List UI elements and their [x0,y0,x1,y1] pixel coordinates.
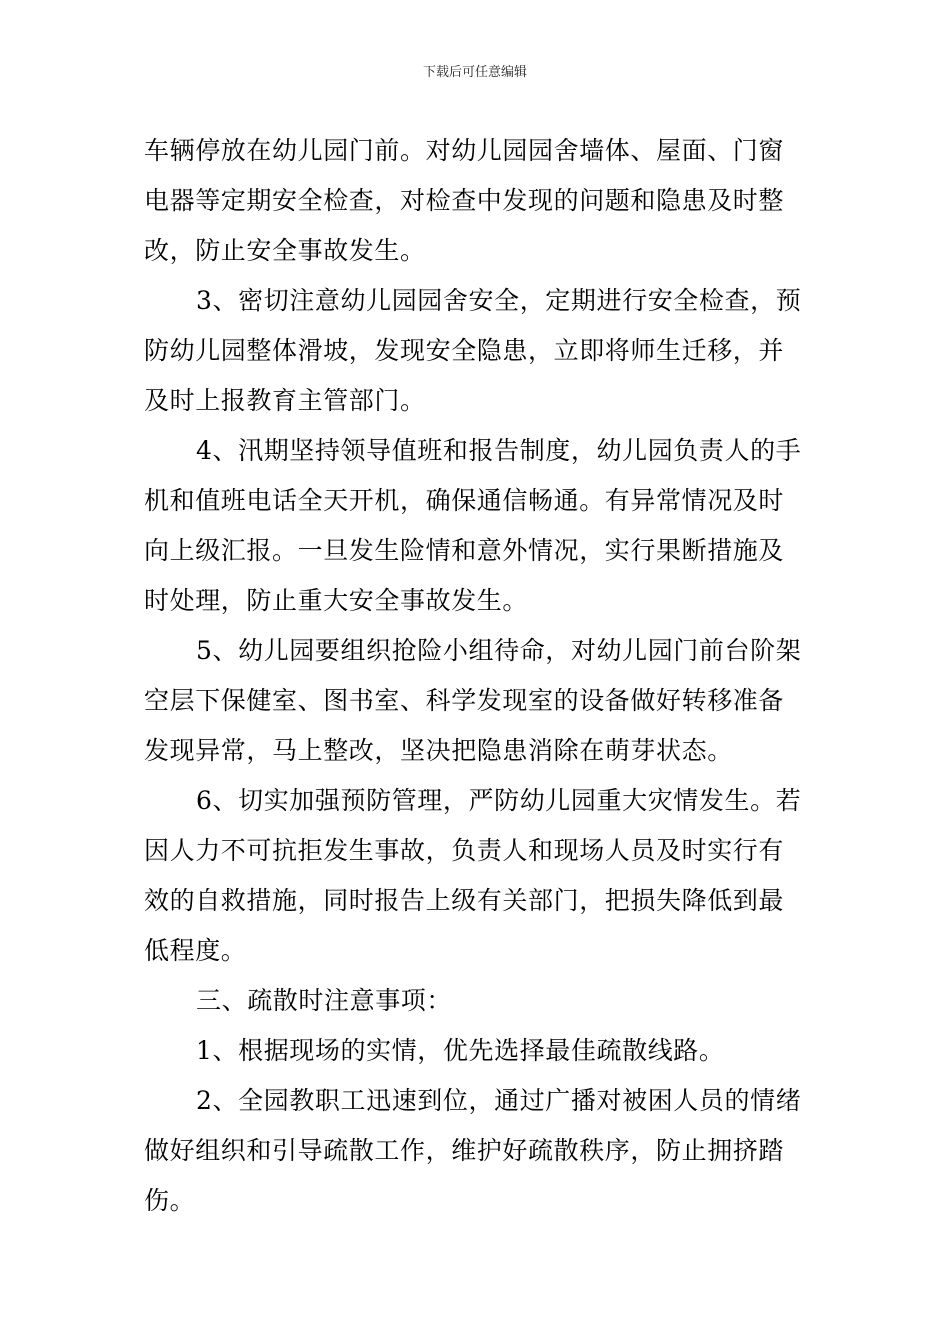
text-line: 效的自救措施，同时报告上级有关部门，把损失降低到最 [144,886,785,915]
document-body [144,126,808,1226]
text-line: 伤。 [144,1186,196,1215]
paragraph-start-line: 4、汛期坚持领导值班和报告制度，幼儿园负责人的手 [196,436,802,465]
text-line: 发现异常，马上整改，坚决把隐患消除在萌芽状态。 [144,736,733,765]
paragraph-start-line: 6、切实加强预防管理，严防幼儿园重大灾情发生。若 [196,786,802,815]
text-line: 空层下保健室、图书室、科学发现室的设备做好转移准备 [144,686,785,715]
text-line: 防幼儿园整体滑坡，发现安全隐患，立即将师生迁移，并 [144,336,785,365]
text-line: 向上级汇报。一旦发生险情和意外情况，实行果断措施及 [144,536,785,565]
text-line: 低程度。 [144,936,247,965]
text-line: 做好组织和引导疏散工作，维护好疏散秩序，防止拥挤踏 [144,1136,785,1165]
section-heading: 三、疏散时注意事项： [196,986,453,1015]
paragraph-start-line: 1、根据现场的实情，优先选择最佳疏散线路。 [196,1036,725,1065]
text-line: 电器等定期安全检查，对检查中发现的问题和隐患及时整 [144,186,785,215]
paragraph-start-line: 5、幼儿园要组织抢险小组待命，对幼儿园门前台阶架 [196,636,802,665]
paragraph-start-line: 3、密切注意幼儿园园舍安全，定期进行安全检查，预 [196,286,802,315]
paragraph-start-line: 2、全园教职工迅速到位，通过广播对被困人员的情绪 [196,1086,802,1115]
text-line: 车辆停放在幼儿园门前。对幼儿园园舍墙体、屋面、门窗 [144,136,785,165]
text-line: 机和值班电话全天开机，确保通信畅通。有异常情况及时 [144,486,785,515]
text-line: 时处理，防止重大安全事故发生。 [144,586,529,615]
text-line: 及时上报教育主管部门。 [144,386,426,415]
text-line: 因人力不可抗拒发生事故，负责人和现场人员及时实行有 [144,836,785,865]
text-line: 改，防止安全事故发生。 [144,236,426,265]
page-header: 下载后可任意编辑 [422,65,527,80]
